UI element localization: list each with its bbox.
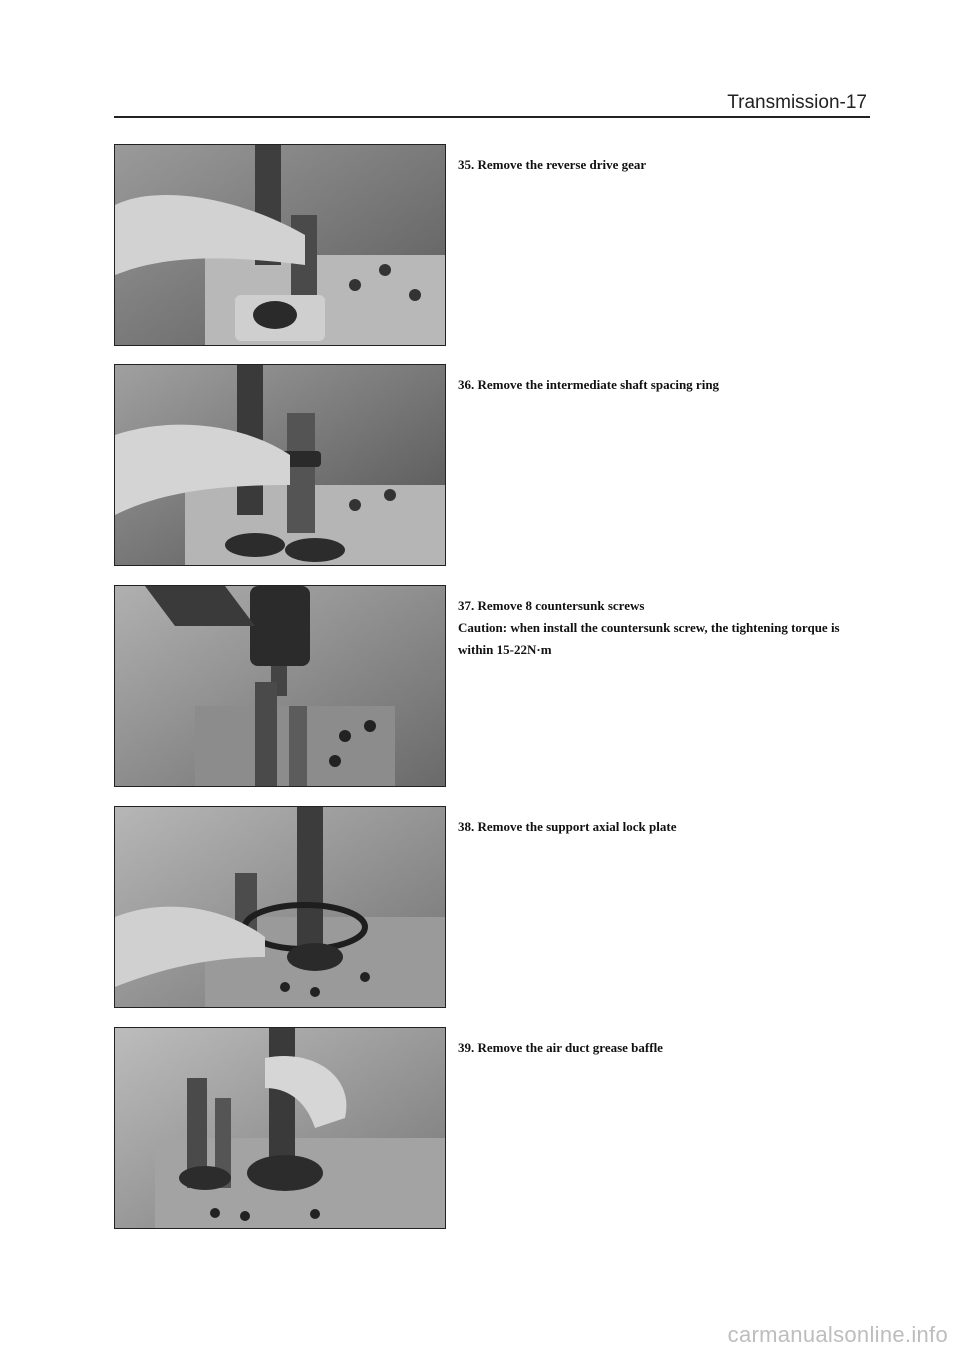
step-37-caution: Caution: when install the countersunk screw, the tightening torque is within 15-22N·m <box>458 620 840 657</box>
header-divider <box>114 116 870 118</box>
step-39 <box>114 1027 870 1229</box>
step-36 <box>114 364 870 566</box>
step-37-text: 37. Remove 8 countersunk screws <box>458 598 645 613</box>
step-39-text: 39. Remove the air duct grease baffle <box>458 1040 663 1055</box>
page-header-title: Transmission-17 <box>727 92 867 113</box>
step-38-caption <box>458 816 870 838</box>
step-35-photo <box>114 144 446 346</box>
step-38 <box>114 806 870 1008</box>
step-38-text: 38. Remove the support axial lock plate <box>458 819 677 834</box>
step-35-text: 35. Remove the reverse drive gear <box>458 157 647 172</box>
step-38-photo <box>114 806 446 1008</box>
step-39-caption <box>458 1037 870 1059</box>
watermark-text: carmanualsonline.info <box>727 1322 948 1347</box>
step-37-photo <box>114 585 446 787</box>
step-36-caption <box>458 374 870 396</box>
step-36-text: 36. Remove the intermediate shaft spacing ring <box>458 377 720 392</box>
step-37 <box>114 585 870 787</box>
step-36-photo <box>114 364 446 566</box>
step-37-caption <box>458 595 870 661</box>
step-35 <box>114 144 870 346</box>
step-35-caption <box>458 154 870 176</box>
step-39-photo <box>114 1027 446 1229</box>
